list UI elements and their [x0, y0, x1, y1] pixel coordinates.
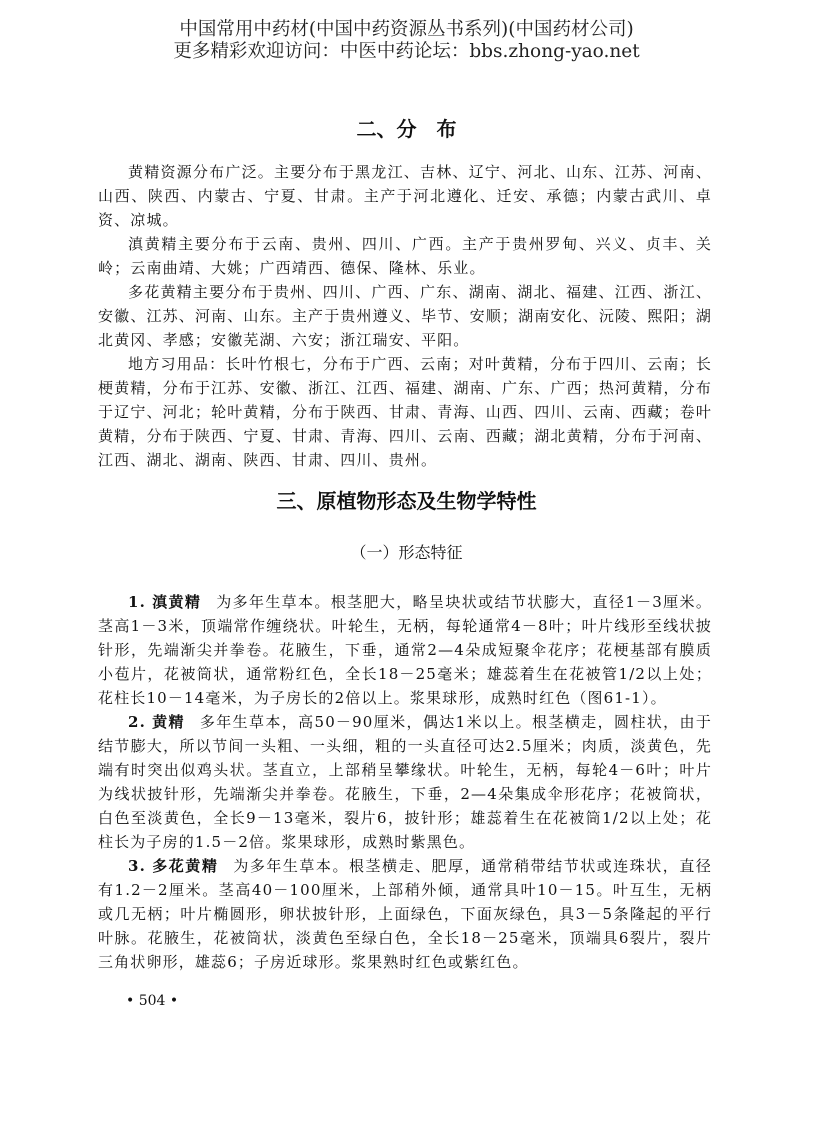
- paragraph: 滇黄精主要分布于云南、贵州、四川、广西。主产于贵州罗甸、兴义、贞丰、关岭；云南曲靖、大姚；广西靖西、德保、隆林、乐业。: [98, 235, 712, 277]
- section-2-body: [98, 160, 712, 472]
- header-line-1: 中国常用中药材(中国中药资源丛书系列)(中国药材公司): [179, 19, 634, 40]
- header-line-2: 更多精彩欢迎访问：中医中药论坛：bbs.zhong-yao.net: [173, 41, 640, 62]
- item-number: 3.: [128, 857, 146, 875]
- section-3-title: 三、原植物形态及生物学特性: [276, 489, 537, 513]
- species-name: 多花黄精: [152, 857, 219, 875]
- item-number: 1.: [128, 593, 146, 611]
- species-paragraph: [98, 590, 712, 710]
- section-2-title: 二、分 布: [356, 117, 457, 141]
- item-number: 2.: [128, 713, 146, 731]
- species-paragraph: [98, 710, 712, 854]
- paragraph: 多花黄精主要分布于贵州、四川、广西、广东、湖南、湖北、福建、江西、浙江、安徽、江苏、河南、山东。主产于贵州遵义、毕节、安顺；湖南安化、沅陵、熙阳；湖北黄冈、孝感；安徽芜湖、六安；浙江瑞安、平阳。: [98, 283, 712, 349]
- paragraph: 地方习用品：长叶竹根七，分布于广西、云南；对叶黄精，分布于四川、云南；长梗黄精，分布于江苏、安徽、浙江、江西、福建、湖南、广东、广西；热河黄精，分布于辽宁、河北；轮叶黄精，分布于陕西、甘肃、青海、山西、四川、云南、西藏；卷叶黄精，分布于陕西、宁夏、甘肃、青海、四川、云南、西藏；湖北黄精，分布于河南、江西、湖北、湖南、陕西、甘肃、四川、贵州。: [98, 355, 712, 469]
- species-description: 多年生草本，高50－90厘米，偶达1米以上。根茎横走，圆柱状，由于结节膨大，所以节间一头粗、一头细，粗的一头直径可达2.5厘米；肉质，淡黄色，先端有时突出似鸡头状。茎直立，上部稍呈攀缘状。叶轮生，无柄，每轮4－6叶；叶片为线状披针形，先端渐尖并拳卷。花腋生，下垂，2—4朵集成伞形花序；花被筒状，白色至淡黄色，全长9－13毫米，裂片6，披针形；雄蕊着生在花被筒1/2以上处；花柱长为子房的1.5－2倍。浆果球形，成熟时紫黑色。: [98, 713, 712, 851]
- section-3-body: [98, 590, 712, 974]
- species-name: 黄精: [152, 713, 185, 731]
- species-description: 为多年生草本。根茎横走、肥厚，通常稍带结节状或连珠状，直径有1.2－2厘米。茎高40－100厘米，上部稍外倾，通常具叶10－15。叶互生，无柄或几无柄；叶片椭圆形，卵状披针形，上面绿色，下面灰绿色，具3－5条隆起的平行叶脉。花腋生，花被筒状，淡黄色至绿白色，全长18－25毫米，顶端具6裂片，裂片三角状卵形，雄蕊6；子房近球形。浆果熟时红色或紫红色。: [98, 857, 712, 971]
- section-3-subtitle: （一）形态特征: [350, 543, 463, 562]
- paragraph: 黄精资源分布广泛。主要分布于黑龙江、吉林、辽宁、河北、山东、江苏、河南、山西、陕西、内蒙古、宁夏、甘肃。主产于河北遵化、迁安、承德；内蒙古武川、卓资、凉城。: [98, 163, 712, 229]
- species-description: 为多年生草本。根茎肥大，略呈块状或结节状膨大，直径1－3厘米。茎高1－3米，顶端常作缠绕状。叶轮生，无柄，每轮通常4－8叶；叶片线形至线状披针形，先端渐尖并拳卷。花腋生，下垂，通常2—4朵成短聚伞花序；花梗基部有膜质小苞片，花被筒状，通常粉红色，全长18－25毫米；雄蕊着生在花被管1/2以上处；花柱长10－14毫米，为子房长的2倍以上。浆果球形，成熟时红色（图61-1）。: [98, 593, 713, 707]
- species-paragraph: [98, 854, 712, 974]
- page-number: • 504 •: [126, 993, 179, 1009]
- species-name: 滇黄精: [152, 593, 202, 611]
